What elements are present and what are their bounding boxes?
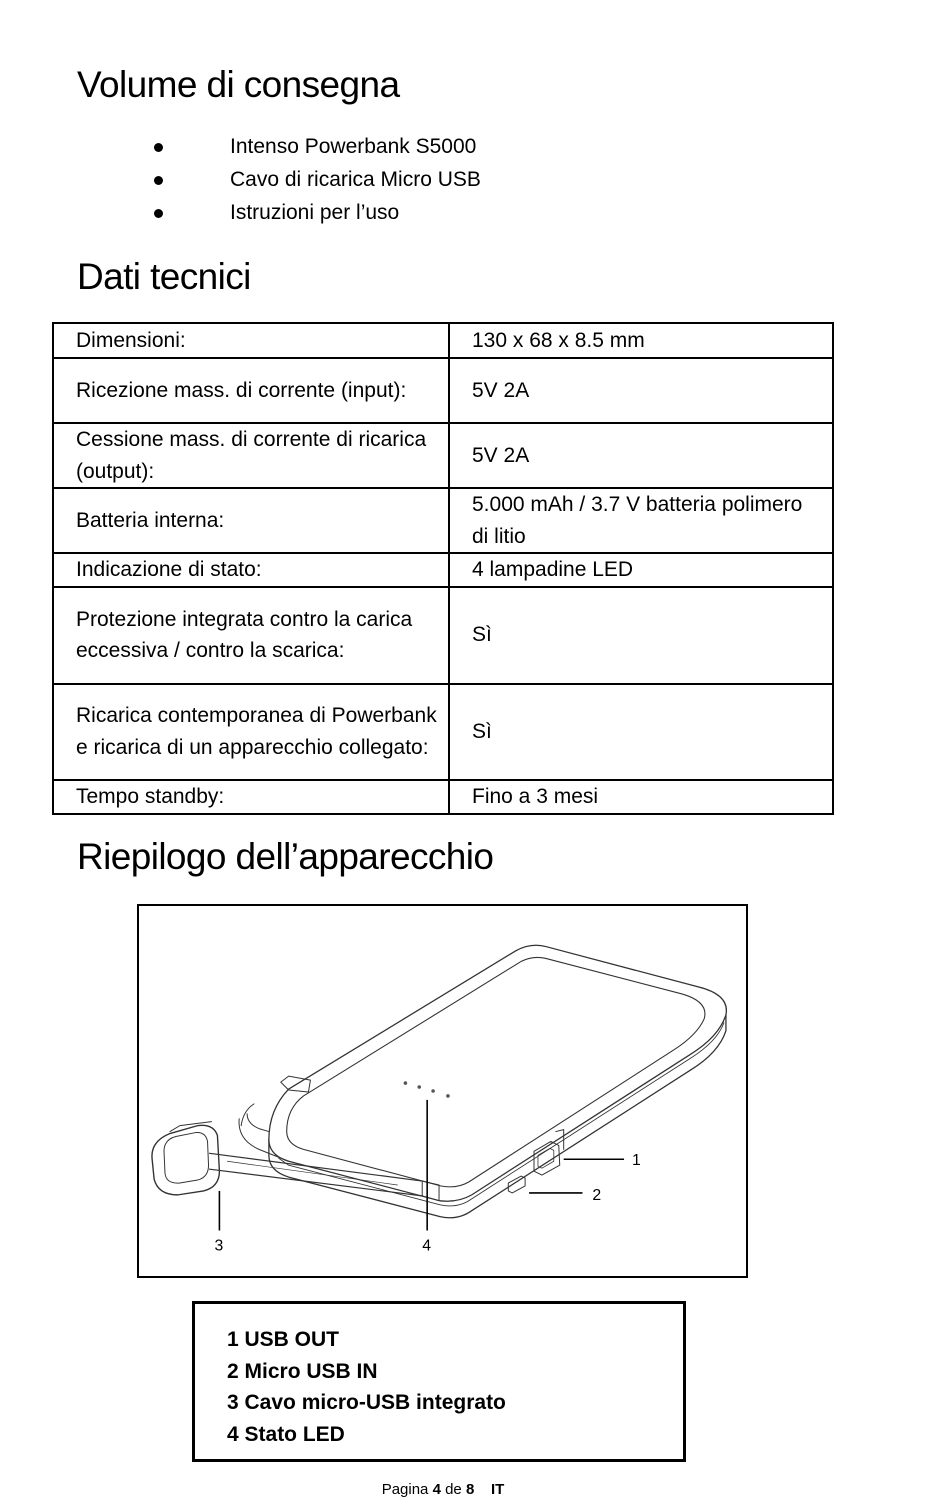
delivery-list bbox=[152, 130, 481, 229]
list-item bbox=[152, 196, 481, 229]
table-row bbox=[53, 553, 833, 587]
spec-value: 4 lampadine LED bbox=[449, 553, 833, 587]
spec-value: 5V 2A bbox=[449, 358, 833, 423]
bullet-icon bbox=[154, 176, 163, 185]
legend-item: 2 Micro USB IN bbox=[227, 1359, 378, 1383]
heading-riepilogo: Riepilogo dell’apparecchio bbox=[77, 836, 494, 877]
table-row bbox=[53, 423, 833, 488]
spec-table bbox=[52, 322, 834, 815]
led-indicator-dots bbox=[404, 1081, 450, 1097]
spec-label: Ricezione mass. di corrente (input): bbox=[53, 358, 449, 423]
spec-value: Sì bbox=[449, 684, 833, 780]
spec-label: Batteria interna: bbox=[53, 488, 449, 553]
heading-volume-di-consegna: Volume di consegna bbox=[77, 64, 400, 105]
figure-legend-box bbox=[192, 1301, 686, 1462]
table-row bbox=[53, 587, 833, 684]
list-item-text: Intenso Powerbank S5000 bbox=[230, 135, 477, 158]
bullet-icon bbox=[154, 143, 163, 152]
bullet-icon bbox=[154, 209, 163, 218]
spec-value: 130 x 68 x 8.5 mm bbox=[449, 323, 833, 358]
list-item bbox=[152, 163, 481, 196]
callout-3: 3 bbox=[214, 1237, 224, 1255]
list-item-text: Istruzioni per l’uso bbox=[230, 201, 400, 224]
table-row bbox=[53, 358, 833, 423]
spec-label: Indicazione di stato: bbox=[53, 553, 449, 587]
spec-value: 5.000 mAh / 3.7 V batteria polimero di litio bbox=[449, 488, 833, 553]
callout-2: 2 bbox=[592, 1186, 602, 1204]
callout-4: 4 bbox=[422, 1237, 432, 1255]
spec-label: Tempo standby: bbox=[53, 780, 449, 814]
legend-item: 3 Cavo micro-USB integrato bbox=[227, 1391, 506, 1414]
spec-value: 5V 2A bbox=[449, 423, 833, 488]
spec-label: Cessione mass. di corrente di ricarica (output): bbox=[53, 423, 449, 488]
spec-value: Sì bbox=[449, 587, 833, 684]
legend-item: 4 Stato LED bbox=[227, 1422, 345, 1446]
list-item bbox=[152, 130, 481, 163]
powerbank-illustration bbox=[137, 904, 748, 1278]
legend-item: 1 USB OUT bbox=[227, 1328, 340, 1351]
powerbank-drawing bbox=[139, 906, 746, 1276]
footer-total-pages: 8 bbox=[465, 1481, 475, 1498]
spec-label: Dimensioni: bbox=[53, 323, 449, 358]
table-row bbox=[53, 323, 833, 358]
footer-pagina: Pagina bbox=[381, 1481, 429, 1498]
page-footer bbox=[0, 1480, 886, 1500]
spec-value: Fino a 3 mesi bbox=[449, 780, 833, 814]
spec-label: Ricarica contemporanea di Powerbank e ricarica di un apparecchio collegato: bbox=[53, 684, 449, 780]
table-row bbox=[53, 684, 833, 780]
table-row bbox=[53, 780, 833, 814]
heading-dati-tecnici: Dati tecnici bbox=[77, 256, 251, 297]
footer-language: IT bbox=[490, 1481, 505, 1498]
callout-1: 1 bbox=[631, 1152, 641, 1170]
footer-de: de bbox=[445, 1481, 462, 1498]
table-row bbox=[53, 488, 833, 553]
spec-label: Protezione integrata contro la carica eccessiva / contro la scarica: bbox=[53, 587, 449, 684]
footer-page-number: 4 bbox=[432, 1481, 441, 1498]
list-item-text: Cavo di ricarica Micro USB bbox=[230, 168, 481, 191]
